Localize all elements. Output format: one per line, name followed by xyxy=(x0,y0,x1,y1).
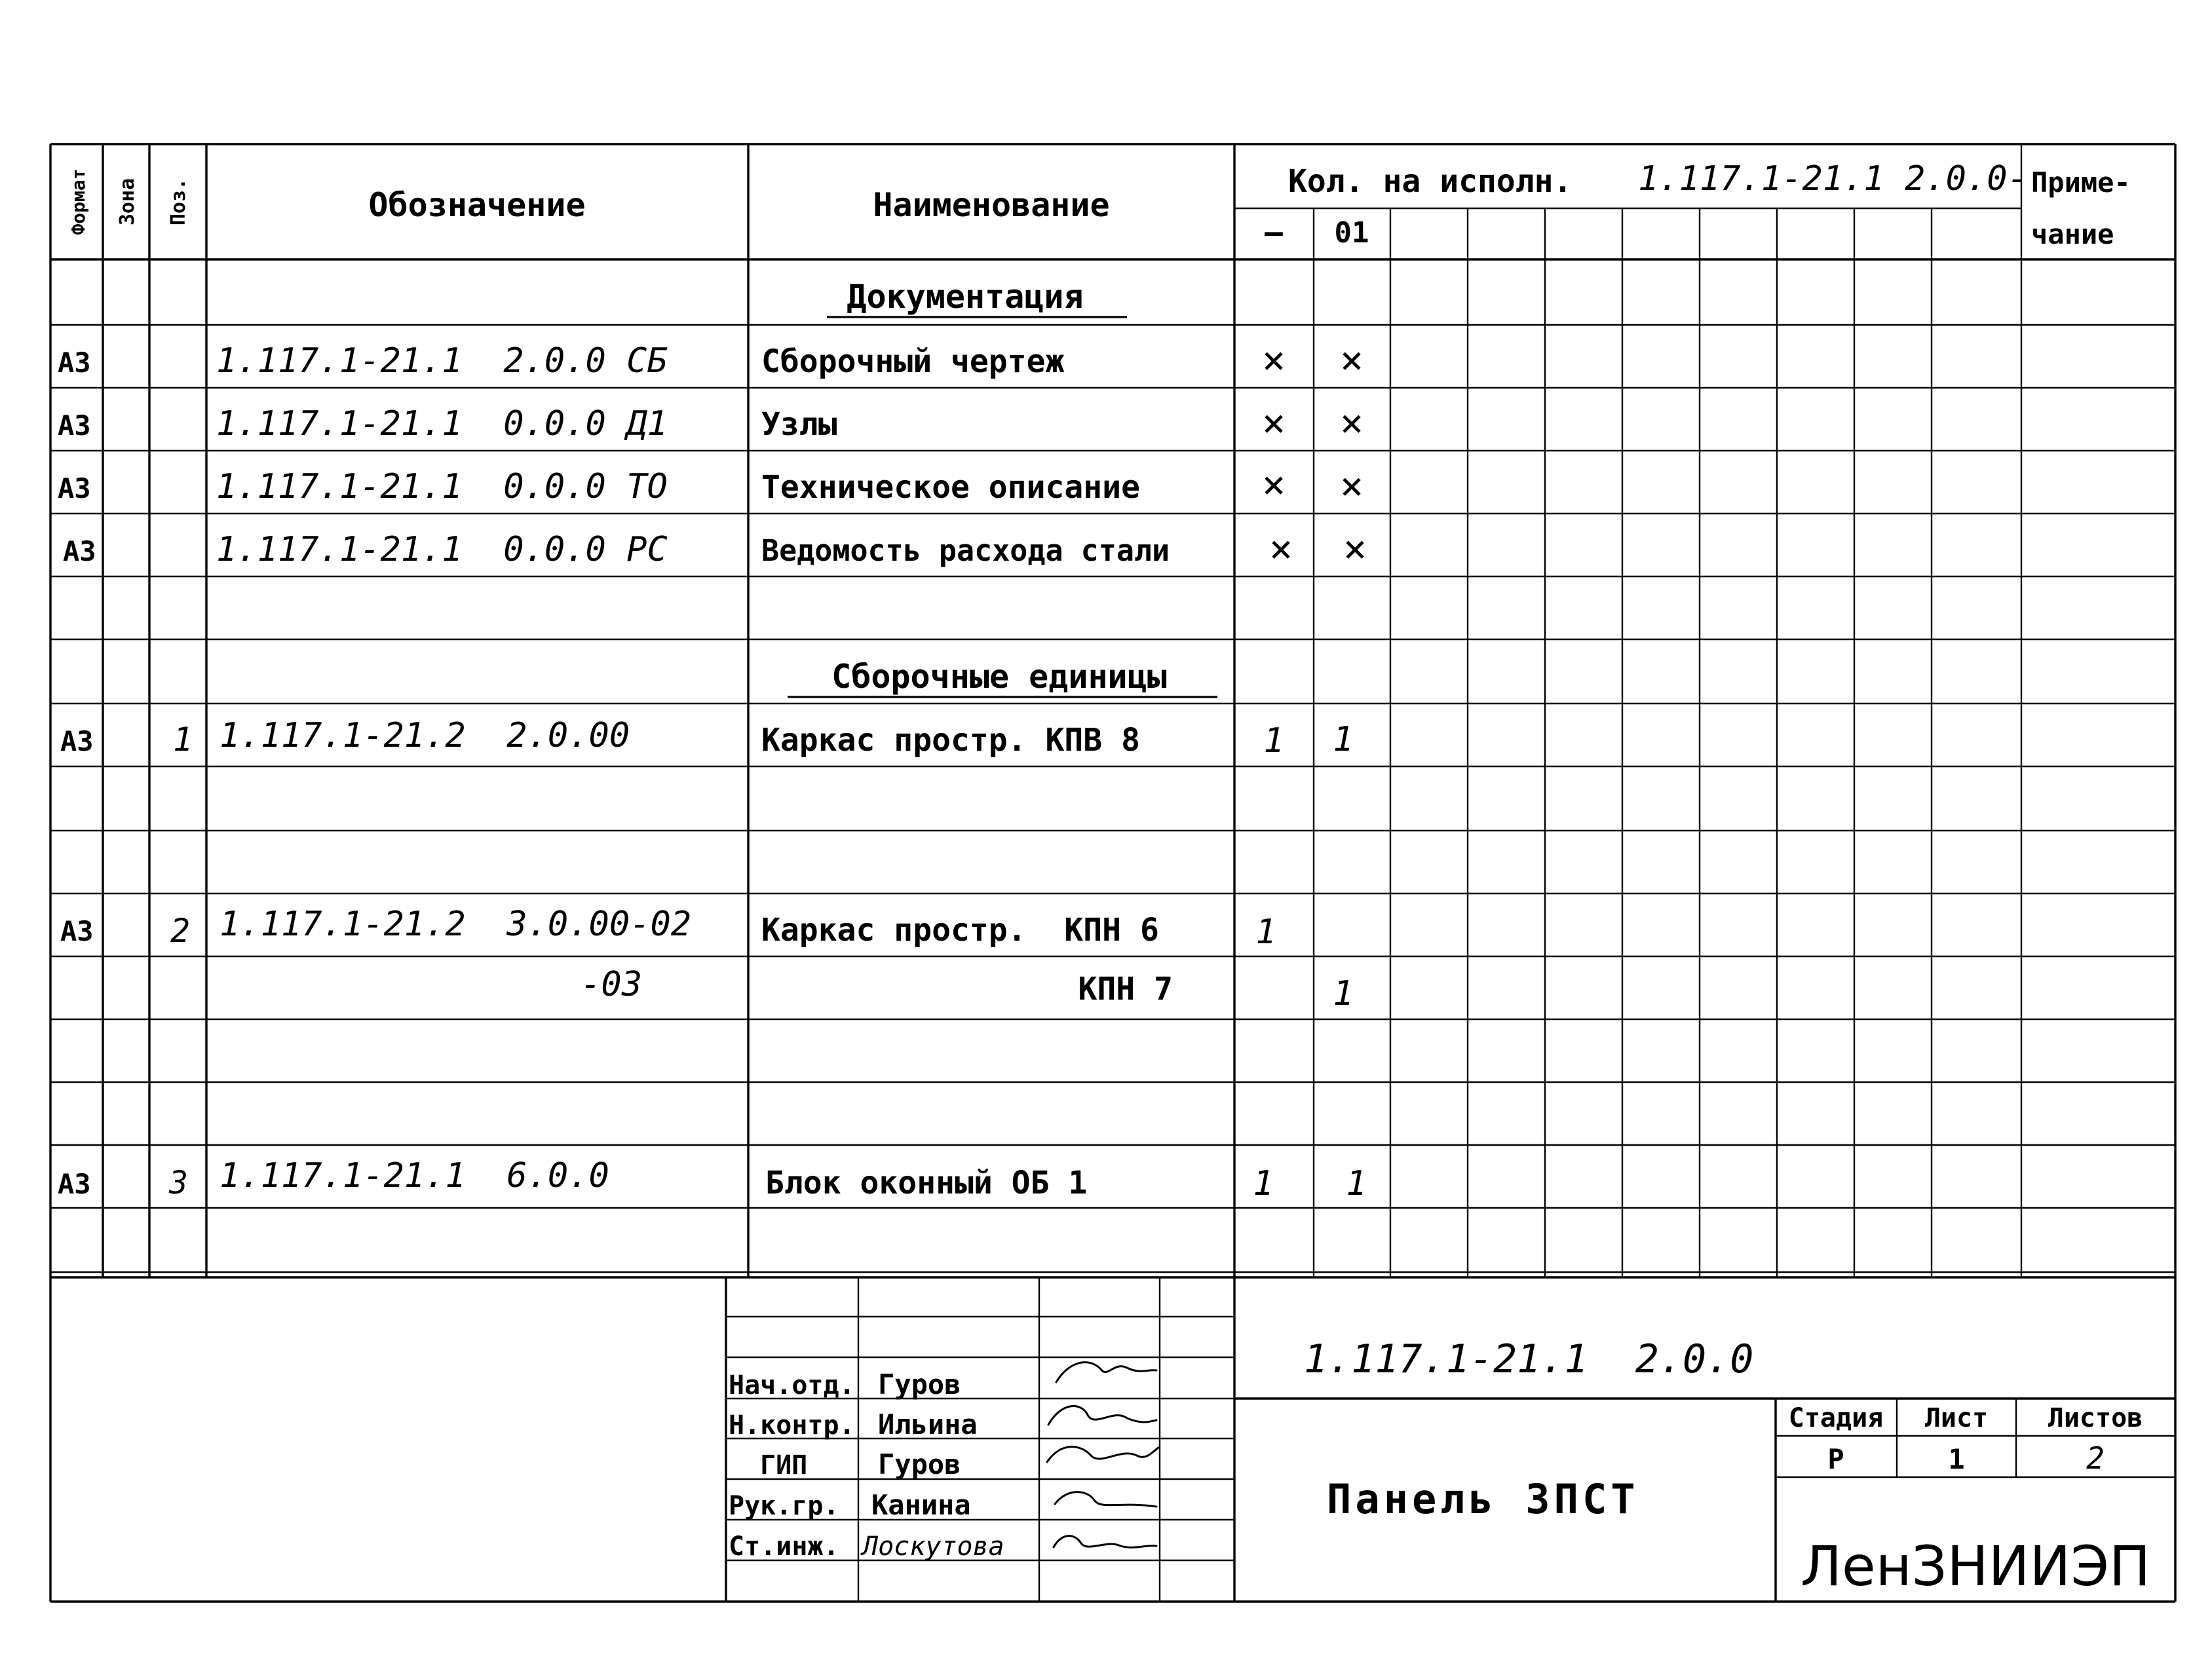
signature-row xyxy=(729,1532,1004,1562)
row-qty-base: × xyxy=(1261,337,1286,383)
document-title: Панель 3ПСТ xyxy=(1327,1475,1639,1523)
row-designation: 1.117.1-21.2 3.0.00-02 xyxy=(219,905,692,944)
row-qty-01: × xyxy=(1339,337,1364,383)
signature-row xyxy=(760,1448,961,1480)
row-qty-base: × xyxy=(1261,400,1286,446)
row-pos: 3 xyxy=(169,1165,188,1201)
row-format: А3 xyxy=(60,725,94,757)
row-qty-01: × xyxy=(1339,463,1364,509)
row-name: Сборочный чертеж xyxy=(761,343,1065,380)
signature-row xyxy=(729,1408,978,1440)
sheet-value: 1 xyxy=(1948,1443,1965,1475)
row-karkas-kpn7 xyxy=(581,965,1354,1013)
row-name: Ведомость расхода стали xyxy=(761,533,1170,568)
row-designation: 1.117.1-21.1 2.0.0 СБ xyxy=(216,341,668,381)
signature-role: Нач.отд. xyxy=(729,1370,855,1400)
signature-name: Ильина xyxy=(878,1408,978,1440)
header-format: Формат xyxy=(67,168,89,235)
row-format: А3 xyxy=(60,915,94,947)
row-designation: 1.117.1-21.1 0.0.0 ТО xyxy=(216,467,668,506)
row-pos: 2 xyxy=(170,912,191,950)
sheets-value: 2 xyxy=(2086,1440,2105,1476)
row-pos: 1 xyxy=(173,721,193,759)
row-qty-01: 1 xyxy=(1333,720,1354,759)
row-name: Каркас простр. КПВ 8 xyxy=(761,722,1140,759)
header-designation: Обозначение xyxy=(368,186,586,224)
signature-name: Гуров xyxy=(878,1368,961,1400)
header-variant-base: — xyxy=(1265,214,1283,250)
stage-value: Р xyxy=(1827,1443,1844,1475)
signature-name: Канина xyxy=(871,1489,971,1521)
row-name: КПН 7 xyxy=(1078,971,1173,1007)
section-documentation: Документация xyxy=(847,278,1084,316)
row-tekhnicheskoe-opisanie xyxy=(58,462,1363,509)
row-qty-01: × xyxy=(1343,526,1367,572)
row-sborochny-chertezh xyxy=(58,337,1363,383)
row-name: Техническое описание xyxy=(761,469,1140,506)
header-qty-label: Кол. на исполн. xyxy=(1288,163,1573,200)
row-format: А3 xyxy=(58,409,91,442)
header-note-line2: чание xyxy=(2031,218,2114,250)
signature-name: Гуров xyxy=(878,1448,961,1480)
signature-row xyxy=(729,1368,961,1400)
row-qty-01: × xyxy=(1339,400,1364,446)
row-qty-base: 1 xyxy=(1255,912,1276,952)
row-karkas-kpn6 xyxy=(60,905,1276,952)
row-designation: 1.117.1-21.1 6.0.0 xyxy=(219,1156,609,1195)
row-karkas-kpv8 xyxy=(60,716,1354,761)
row-qty-base: × xyxy=(1268,526,1293,572)
row-name: Каркас простр. КПН 6 xyxy=(761,912,1159,949)
signature-row xyxy=(729,1489,971,1521)
organization-name: ЛенЗНИИЭП xyxy=(1800,1534,2151,1598)
header-name: Наименование xyxy=(873,186,1110,224)
row-designation: 1.117.1-21.1 0.0.0 РС xyxy=(216,530,668,569)
row-qty-base: × xyxy=(1261,462,1286,508)
header-variant-01: 01 xyxy=(1334,216,1369,250)
row-vedomost-raskhoda-stali xyxy=(63,526,1367,572)
signature-role: ГИП xyxy=(760,1450,808,1480)
sheet-label: Лист xyxy=(1924,1403,1989,1433)
signature-name: Лоскутова xyxy=(862,1532,1004,1562)
row-qty-01: 1 xyxy=(1346,1164,1367,1203)
signature-role: Н.контр. xyxy=(729,1410,855,1440)
row-qty-base: 1 xyxy=(1263,721,1284,761)
document-code: 1.117.1-21.1 2.0.0 xyxy=(1304,1336,1754,1382)
stage-label: Стадия xyxy=(1788,1403,1884,1433)
row-designation: -03 xyxy=(581,965,642,1004)
row-format: А3 xyxy=(58,472,91,504)
row-uzly xyxy=(58,400,1363,446)
header-note-line1: Приме- xyxy=(2031,166,2131,198)
signature-role: Рук.гр. xyxy=(729,1491,839,1521)
row-format: А3 xyxy=(58,1168,91,1200)
row-format: А3 xyxy=(63,535,96,567)
row-format: А3 xyxy=(58,347,91,379)
row-qty-base: 1 xyxy=(1253,1164,1274,1203)
row-name: Блок оконный ОБ 1 xyxy=(765,1165,1088,1201)
sheets-label: Листов xyxy=(2048,1403,2143,1433)
title-block xyxy=(729,1336,2150,1598)
table-header xyxy=(67,159,2131,250)
header-zone: Зона xyxy=(116,178,139,226)
section-assembly-units: Сборочные единицы xyxy=(831,658,1167,696)
header-qty-doc: 1.117.1-21.1 2.0.0- xyxy=(1638,159,2028,198)
row-name: Узлы xyxy=(761,406,837,443)
signature-role: Ст.инж. xyxy=(729,1532,839,1562)
row-designation: 1.117.1-21.1 0.0.0 Д1 xyxy=(216,404,668,443)
row-qty-01: 1 xyxy=(1333,974,1354,1013)
header-pos: Поз. xyxy=(167,178,190,226)
row-blok-okonny xyxy=(58,1156,1367,1203)
row-designation: 1.117.1-21.2 2.0.00 xyxy=(219,716,630,755)
